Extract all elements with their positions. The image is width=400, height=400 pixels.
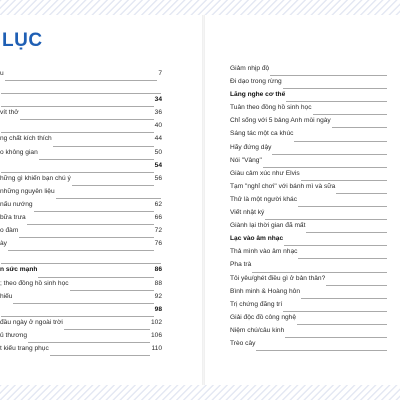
toc-entry bbox=[0, 240, 162, 253]
toc-entry bbox=[230, 65, 388, 78]
toc-dot-leader bbox=[301, 180, 387, 181]
toc-dot-leader bbox=[1, 263, 161, 264]
toc-entry bbox=[230, 248, 388, 261]
toc-entry-title: u bbox=[0, 70, 4, 77]
toc-entry bbox=[0, 280, 162, 293]
toc-entry bbox=[230, 157, 388, 170]
toc-entry-page: 44 bbox=[154, 135, 162, 143]
toc-entry-page: 72 bbox=[154, 227, 162, 235]
toc-entry bbox=[0, 201, 162, 214]
toc-entry-title: Giành lại thời gian đã mất bbox=[230, 222, 306, 230]
toc-entry bbox=[0, 332, 162, 345]
toc-entry-page: 7 bbox=[158, 70, 162, 77]
toc-entry bbox=[230, 170, 388, 183]
toc-entry-title: nấu nướng bbox=[0, 200, 33, 208]
toc-entry bbox=[230, 117, 388, 130]
toc-entry bbox=[0, 135, 162, 148]
toc-dot-leader bbox=[50, 355, 151, 356]
toc-entry bbox=[0, 83, 162, 96]
toc-entry-page: 36 bbox=[154, 109, 162, 117]
toc-dot-leader bbox=[20, 119, 154, 120]
toc-entry-title: Viết nhật ký bbox=[230, 209, 265, 217]
toc-dot-leader bbox=[56, 198, 161, 199]
toc-entry-title: Giảm nhịp độ bbox=[230, 65, 270, 72]
toc-dot-leader bbox=[285, 337, 387, 338]
toc-entry-title: Trèo cây bbox=[230, 339, 256, 347]
toc-entry bbox=[230, 104, 388, 117]
toc-entry-page: 86 bbox=[154, 266, 162, 274]
toc-entry-title: Niệm chú/câu kinh bbox=[230, 326, 285, 334]
toc-entry-title: Bình minh & Hoàng hôn bbox=[230, 287, 301, 295]
toc-entry-page: 110 bbox=[151, 344, 162, 352]
toc-dot-leader bbox=[263, 167, 387, 168]
toc-entry bbox=[230, 261, 388, 274]
toc-dot-leader bbox=[284, 245, 387, 246]
toc-dot-leader bbox=[34, 211, 154, 212]
toc-entry-title: Thả mình vào âm nhạc bbox=[230, 248, 298, 256]
toc-entry-title: ày bbox=[0, 240, 7, 248]
toc-dot-leader bbox=[272, 154, 387, 155]
toc-dot-leader bbox=[301, 298, 387, 299]
toc-entry bbox=[0, 162, 162, 175]
toc-entry-title: Lắng nghe cơ thể bbox=[230, 91, 286, 99]
decorative-hatched-band-top bbox=[0, 0, 400, 15]
toc-entry bbox=[0, 70, 162, 83]
toc-entry bbox=[230, 78, 388, 91]
toc-dot-leader bbox=[8, 250, 154, 251]
toc-left-column bbox=[0, 70, 162, 358]
toc-entry-title: Pha trà bbox=[230, 261, 252, 269]
toc-entry bbox=[230, 314, 388, 327]
toc-entry-page: 62 bbox=[154, 200, 162, 208]
toc-entry-title: Giải độc đồ công nghệ bbox=[230, 313, 296, 321]
toc-dot-leader bbox=[19, 237, 153, 238]
toc-entry-title: n sức mạnh bbox=[0, 266, 38, 274]
toc-dot-leader bbox=[27, 224, 154, 225]
toc-dot-leader bbox=[28, 342, 150, 343]
toc-entry bbox=[230, 91, 388, 104]
toc-entry-title: Trị chứng đãng trí bbox=[230, 300, 283, 308]
toc-entry bbox=[0, 319, 162, 332]
toc-entry-title: ng chất kích thích bbox=[0, 135, 52, 143]
toc-dot-leader bbox=[326, 285, 387, 286]
toc-dot-leader bbox=[332, 127, 387, 128]
toc-entry-page: 34 bbox=[154, 96, 162, 104]
toc-entry-title: Đi dạo trong rừng bbox=[230, 78, 282, 86]
toc-dot-leader bbox=[313, 114, 387, 115]
toc-entry-title: hững gì khiến bạn chú ý bbox=[0, 174, 71, 182]
toc-entry-page: 98 bbox=[154, 305, 162, 313]
toc-entry bbox=[0, 188, 162, 201]
toc-entry-title: Thử là một người khác bbox=[230, 195, 298, 203]
toc-dot-leader bbox=[252, 272, 387, 273]
page-gutter bbox=[202, 15, 205, 385]
toc-entry-title: ủ thương bbox=[0, 331, 28, 339]
toc-entry bbox=[230, 235, 388, 248]
toc-entry bbox=[0, 253, 162, 266]
toc-entry-title: Chỉ sống với 5 bảng Anh mỗi ngày bbox=[230, 117, 331, 125]
toc-entry bbox=[230, 183, 388, 196]
toc-entry-page: 66 bbox=[154, 214, 162, 222]
toc-entry bbox=[0, 306, 162, 319]
toc-title: LỤC bbox=[2, 30, 43, 51]
toc-entry-title: Nói "Vâng" bbox=[230, 156, 262, 164]
toc-dot-leader bbox=[256, 350, 387, 351]
toc-entry-page: 88 bbox=[154, 279, 162, 287]
toc-entry-title: Tôi yêu/ghét điều gì ở bản thân? bbox=[230, 274, 326, 282]
toc-entry-page: 102 bbox=[150, 318, 162, 326]
toc-dot-leader bbox=[283, 88, 387, 89]
toc-dot-leader bbox=[1, 316, 154, 317]
toc-entry bbox=[230, 340, 388, 353]
toc-dot-leader bbox=[70, 290, 154, 291]
toc-dot-leader bbox=[306, 232, 387, 233]
decorative-hatched-band-bottom bbox=[0, 385, 400, 400]
toc-entry bbox=[0, 293, 162, 306]
toc-dot-leader bbox=[297, 324, 387, 325]
toc-dot-leader bbox=[270, 75, 387, 76]
toc-dot-leader bbox=[1, 106, 154, 107]
toc-dot-leader bbox=[1, 172, 154, 173]
toc-entry bbox=[0, 227, 162, 240]
toc-entry-title: ; theo đồng hồ sinh học bbox=[0, 279, 69, 287]
toc-dot-leader bbox=[39, 159, 154, 160]
toc-entry-title: o đàm bbox=[0, 227, 19, 235]
toc-dot-leader bbox=[298, 258, 387, 259]
toc-entry bbox=[230, 130, 388, 143]
toc-entry-title: đầu ngày ở ngoài trời bbox=[0, 318, 63, 326]
toc-entry-title: Lạc vào âm nhạc bbox=[230, 235, 284, 243]
toc-dot-leader bbox=[1, 93, 161, 94]
toc-entry bbox=[0, 122, 162, 135]
toc-entry-title: Giàu cảm xúc như Elvis bbox=[230, 169, 300, 177]
toc-entry-title: hiểu bbox=[0, 292, 13, 300]
toc-entry bbox=[230, 209, 388, 222]
toc-dot-leader bbox=[53, 146, 154, 147]
toc-entry-title: Sáng tác một ca khúc bbox=[230, 130, 294, 138]
toc-entry-title: bữa trưa bbox=[0, 214, 26, 222]
toc-entry-title: Tuân theo đồng hồ sinh học bbox=[230, 104, 312, 112]
toc-entry bbox=[230, 144, 388, 157]
toc-entry bbox=[0, 149, 162, 162]
toc-entry bbox=[230, 288, 388, 301]
toc-dot-leader bbox=[1, 132, 154, 133]
toc-entry bbox=[230, 222, 388, 235]
toc-entry-page: 92 bbox=[154, 292, 162, 300]
toc-dot-leader bbox=[298, 206, 387, 207]
toc-entry bbox=[0, 175, 162, 188]
toc-entry bbox=[230, 301, 388, 314]
toc-dot-leader bbox=[38, 277, 153, 278]
toc-dot-leader bbox=[286, 101, 387, 102]
toc-entry-page: 106 bbox=[150, 331, 162, 339]
toc-entry-page: 76 bbox=[154, 240, 162, 248]
toc-entry-title: Tạm "nghỉ chơi" với bánh mì và sữa bbox=[230, 182, 336, 190]
toc-entry-page: 40 bbox=[154, 122, 162, 130]
toc-entry-title: vít thở bbox=[0, 109, 19, 117]
toc-dot-leader bbox=[283, 311, 387, 312]
toc-entry bbox=[0, 109, 162, 122]
toc-dot-leader bbox=[64, 329, 150, 330]
toc-dot-leader bbox=[72, 185, 154, 186]
toc-entry bbox=[0, 96, 162, 109]
toc-entry-title: t kiểu trang phục bbox=[0, 344, 49, 352]
toc-entry-title: o không gian bbox=[0, 148, 38, 156]
toc-dot-leader bbox=[5, 80, 158, 81]
toc-entry-page: 50 bbox=[154, 148, 162, 156]
toc-entry bbox=[230, 275, 388, 288]
toc-entry-title: những nguyên liệu bbox=[0, 187, 55, 195]
toc-entry bbox=[0, 214, 162, 227]
toc-entry bbox=[230, 327, 388, 340]
toc-right-column bbox=[230, 65, 388, 353]
toc-dot-leader bbox=[336, 193, 387, 194]
toc-entry-title: Hãy đứng dậy bbox=[230, 143, 272, 151]
toc-dot-leader bbox=[265, 219, 387, 220]
toc-entry bbox=[0, 345, 162, 358]
toc-entry bbox=[0, 266, 162, 279]
toc-entry-page: 54 bbox=[154, 161, 162, 169]
toc-dot-leader bbox=[294, 141, 387, 142]
toc-entry-page: 56 bbox=[154, 174, 162, 182]
toc-dot-leader bbox=[13, 303, 153, 304]
toc-entry bbox=[230, 196, 388, 209]
